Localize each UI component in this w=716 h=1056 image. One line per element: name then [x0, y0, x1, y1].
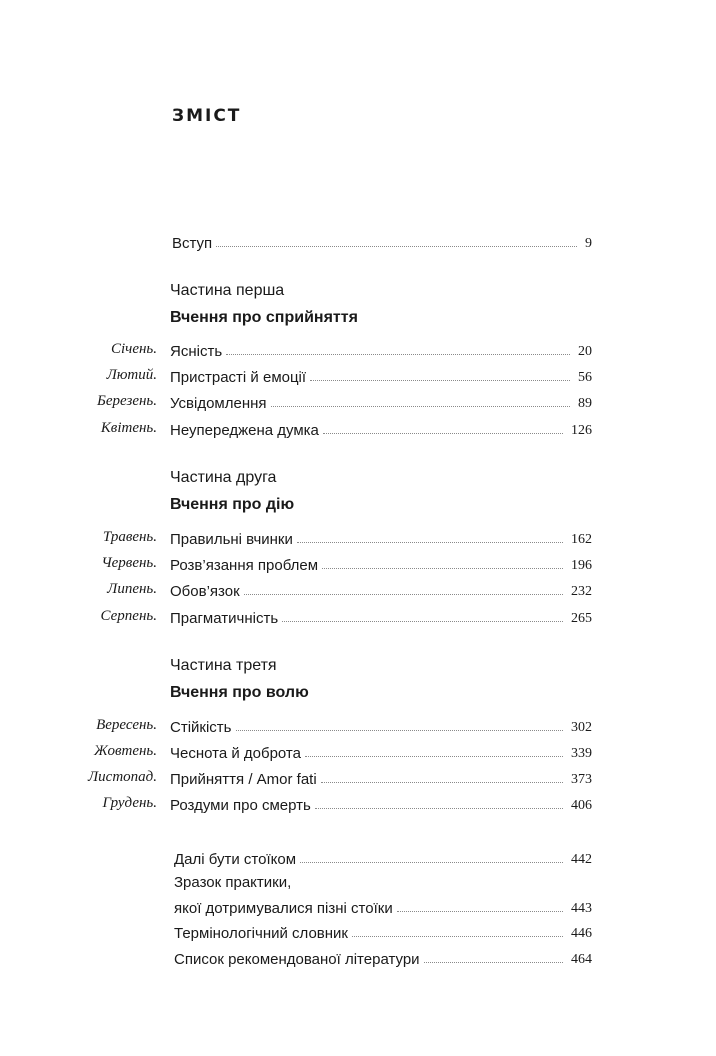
dot-leader: [305, 755, 563, 757]
toc-page-number: 20: [578, 344, 592, 359]
month-label: Травень.: [102, 529, 157, 545]
toc-entry-appendix[interactable]: [174, 846, 592, 868]
toc-entry-label: Ясність: [170, 343, 223, 360]
dot-leader: [310, 379, 570, 381]
toc-page-number: 232: [571, 584, 592, 599]
toc-page-number: 265: [571, 611, 592, 626]
toc-entry-label: Розв’язання проблем: [170, 557, 319, 574]
toc-page-number: 196: [571, 558, 592, 573]
toc-entry-label: Прагматичність: [170, 610, 279, 627]
toc-entry-label: Прийняття / Amor fati: [170, 771, 317, 788]
month-label: Березень.: [97, 393, 157, 409]
toc-entry[interactable]: [170, 714, 592, 736]
toc-page-number: 9: [585, 236, 592, 251]
toc-entry-label: Чеснота й доброта: [170, 745, 301, 762]
toc-entry-label-line1: Зразок практики,: [174, 874, 292, 891]
part-title: Вчення про дію: [170, 496, 295, 513]
dot-leader: [321, 781, 563, 783]
toc-entry-label: Правильні вчинки: [170, 531, 293, 548]
part-title: Вчення про волю: [170, 684, 309, 701]
toc-page-number: 464: [571, 952, 592, 967]
toc-entry[interactable]: [170, 578, 592, 600]
toc-entry-label: Список рекомендованої літератури: [174, 951, 420, 968]
toc-page-number: 302: [571, 720, 592, 735]
part-title: Вчення про сприйняття: [170, 309, 358, 326]
dot-leader: [352, 935, 563, 937]
toc-entry-label: Роздуми про смерть: [170, 797, 311, 814]
toc-entry[interactable]: [170, 766, 592, 788]
toc-page-number: 56: [578, 370, 592, 385]
toc-entry[interactable]: [170, 740, 592, 762]
month-label: Лютий.: [106, 367, 157, 383]
toc-entry[interactable]: [170, 417, 592, 439]
toc-page-number: 126: [571, 423, 592, 438]
toc-page-number: 162: [571, 532, 592, 547]
toc-page-number: 89: [578, 396, 592, 411]
toc-entry[interactable]: [170, 338, 592, 360]
month-label: Жовтень.: [93, 743, 157, 759]
toc-entry-label: Пристрасті й емоції: [170, 369, 307, 386]
dot-leader: [322, 567, 563, 569]
part-label: Частина третя: [170, 657, 277, 674]
toc-entry-appendix[interactable]: [174, 920, 592, 942]
dot-leader: [216, 245, 577, 247]
dot-leader: [226, 353, 570, 355]
toc-entry-intro[interactable]: [172, 230, 592, 252]
dot-leader: [297, 541, 563, 543]
toc-entry-label: Неупереджена думка: [170, 422, 319, 439]
toc-entry[interactable]: [170, 605, 592, 627]
toc-page-number: 339: [571, 746, 592, 761]
month-label: Грудень.: [102, 795, 157, 811]
toc-page-number: 373: [571, 772, 592, 787]
toc-page-number: 442: [571, 852, 592, 867]
dot-leader: [315, 807, 563, 809]
month-label: Квітень.: [100, 420, 157, 436]
dot-leader: [282, 620, 563, 622]
toc-entry-label: Далі бути стоїком: [174, 851, 297, 868]
toc-entry-label: Усвідомлення: [170, 395, 267, 412]
dot-leader: [300, 861, 563, 863]
dot-leader: [244, 593, 563, 595]
dot-leader: [397, 910, 563, 912]
toc-entry[interactable]: [170, 364, 592, 386]
month-label: Липень.: [107, 581, 157, 597]
toc-entry[interactable]: [170, 526, 592, 548]
toc-page-number: 443: [571, 901, 592, 916]
month-label: Вересень.: [96, 717, 157, 733]
month-label: Червень.: [101, 555, 157, 571]
toc-entry-label: якої дотримувалися пізні стоїки: [174, 900, 393, 917]
toc-entry-label: Стійкість: [170, 719, 232, 736]
part-label: Частина перша: [170, 282, 285, 299]
toc-entry-label: Термінологічний словник: [174, 925, 348, 942]
month-label: Серпень.: [100, 608, 157, 624]
toc-entry-appendix[interactable]: [174, 895, 592, 917]
part-label: Частина друга: [170, 469, 277, 486]
dot-leader: [271, 405, 570, 407]
toc-entry-appendix[interactable]: [174, 946, 592, 968]
toc-entry-label: Обов’язок: [170, 583, 240, 600]
dot-leader: [236, 729, 564, 731]
toc-entry[interactable]: [170, 552, 592, 574]
toc-entry-label: Вступ: [172, 235, 213, 252]
dot-leader: [424, 961, 563, 963]
toc-entry[interactable]: [170, 792, 592, 814]
toc-page-number: 446: [571, 926, 592, 941]
month-label: Листопад.: [88, 769, 157, 785]
page-title: ЗМІСТ: [172, 106, 242, 126]
toc-entry[interactable]: [170, 390, 592, 412]
month-label: Січень.: [110, 341, 157, 357]
dot-leader: [323, 432, 563, 434]
toc-page-number: 406: [571, 798, 592, 813]
